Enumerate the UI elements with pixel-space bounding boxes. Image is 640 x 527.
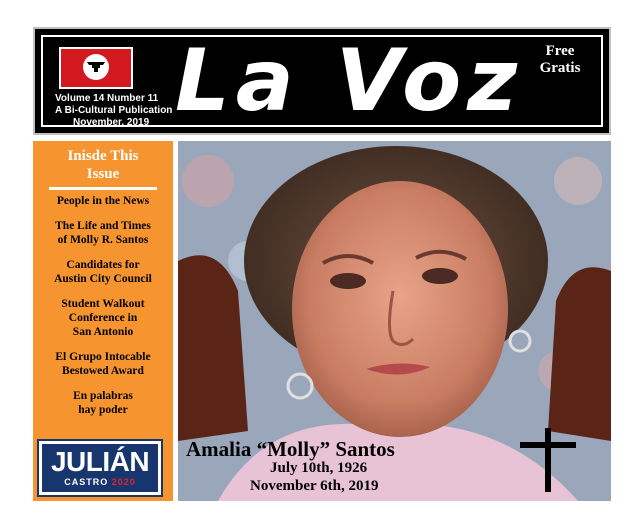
ad-surname: CASTRO [64,477,109,487]
inside-this-issue-sidebar [33,141,173,501]
feature-birth-date: July 10th, 1926 [270,460,368,476]
contents-item-line: El Grupo Intocable [55,351,151,363]
ad-name: JULIÁN [50,446,150,477]
contents-item-line: People in the News [56,195,150,207]
issue-info [55,93,175,129]
contents-item-line: San Antonio [72,326,134,338]
contents-item-line: Austin City Council [54,273,152,285]
julian-castro-ad[interactable] [37,439,163,497]
ufw-eagle-icon [59,47,133,89]
feature-name: Amalia “Molly” Santos [186,437,395,461]
sidebar-heading-line1: Inisde This [67,148,139,164]
flag-circle [83,54,109,80]
contents-item-molly-santos[interactable] [33,219,173,247]
sidebar-heading-line2: Issue [86,166,120,182]
free-text: Free [545,43,575,59]
free-label [525,43,595,77]
contents-item-student-walkout[interactable] [33,297,173,339]
sidebar-divider [49,187,157,190]
ad-panel [42,444,158,492]
issue-date: November, 2019 [73,117,150,128]
contents-item-line: of Molly R. Santos [57,234,149,246]
contents-item-line: Candidates for [66,259,140,271]
publication-title: La Voz [175,31,524,131]
contents-item-en-palabras[interactable] [33,389,173,417]
ad-year: 2020 [111,477,136,487]
masthead [33,27,611,135]
ad-subline [42,477,158,487]
contents-item-grupo-intocable[interactable] [33,350,173,378]
contents-list [33,194,173,417]
volume-number: Volume 14 Number 11 [55,93,159,104]
contents-item-line: Bestowed Award [62,365,144,377]
contents-item-line: The Life and Times [55,220,151,232]
contents-item-people-in-news[interactable] [33,194,173,208]
contents-item-line: Conference in [68,312,138,324]
sidebar-heading [33,141,173,183]
contents-item-candidates[interactable] [33,258,173,286]
contents-item-line: Student Walkout [61,298,145,310]
memorial-cross-icon [520,428,576,492]
gratis-text: Gratis [539,60,581,76]
contents-item-line: En palabras [73,390,133,402]
masthead-frame [41,31,603,131]
feature-death-date: November 6th, 2019 [250,478,379,494]
contents-item-line: hay poder [78,404,128,416]
eagle-glyph [83,54,109,80]
tagline: A Bi-Cultural Publication [55,105,173,116]
